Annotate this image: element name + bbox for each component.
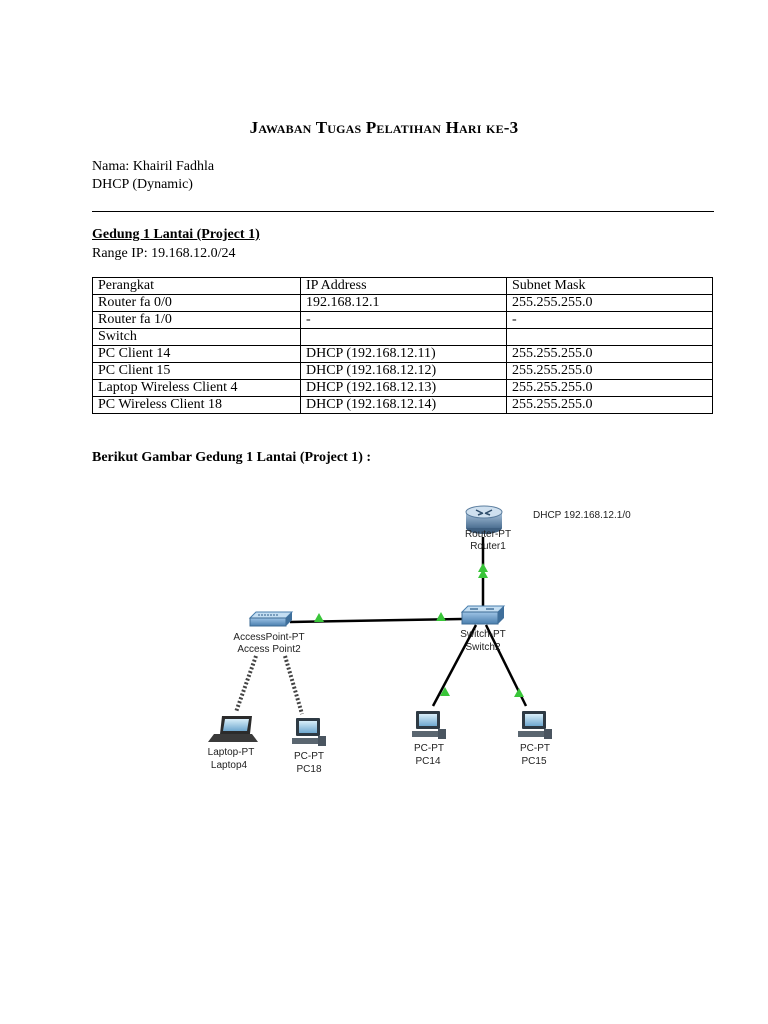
mode-line: DHCP (Dynamic)	[92, 177, 193, 192]
table-row	[93, 363, 713, 380]
network-topology-diagram	[0, 470, 768, 790]
table-cell: Router fa 1/0	[93, 312, 301, 329]
pc-icon	[518, 711, 552, 739]
laptop-name-label: Laptop4	[210, 760, 248, 771]
table-row	[93, 346, 713, 363]
divider	[92, 211, 714, 212]
table-cell: 255.255.255.0	[507, 363, 713, 380]
table-cell: -	[301, 312, 507, 329]
pc-icon	[292, 718, 326, 746]
access-point-name-label: Access Point2	[237, 644, 301, 655]
switch-icon	[462, 606, 504, 624]
table-row	[93, 295, 713, 312]
table-cell: 255.255.255.0	[507, 380, 713, 397]
switch-type-label: Switch-PT	[460, 629, 506, 640]
name-line: Nama: Khairil Fadhla	[92, 159, 215, 174]
table-row	[93, 329, 713, 346]
table-cell: DHCP (192.168.12.12)	[301, 363, 507, 380]
link-status-icon	[514, 688, 524, 697]
table-cell: DHCP (192.168.12.14)	[301, 397, 507, 414]
laptop-icon	[208, 716, 258, 742]
table-header: Subnet Mask	[507, 278, 713, 295]
table-header-row	[93, 278, 713, 295]
document-title: Jawaban Tugas Pelatihan Hari ke-3	[249, 118, 519, 137]
table-header: Perangkat	[93, 278, 301, 295]
wireless-link-laptop	[236, 656, 256, 712]
table-cell: 255.255.255.0	[507, 346, 713, 363]
table-cell	[507, 329, 713, 346]
table-cell: Laptop Wireless Client 4	[93, 380, 301, 397]
table-cell: -	[507, 312, 713, 329]
laptop-type-label: Laptop-PT	[207, 747, 255, 758]
pc15-type-label: PC-PT	[520, 743, 550, 754]
router-note: DHCP 192.168.12.1/0	[533, 510, 631, 521]
table-cell: DHCP (192.168.12.11)	[301, 346, 507, 363]
pc15-name-label: PC15	[521, 756, 547, 767]
table-cell: Router fa 0/0	[93, 295, 301, 312]
link-status-icon	[314, 613, 324, 622]
pc18-type-label: PC-PT	[294, 751, 324, 762]
router-type-label: Router-PT	[464, 529, 512, 540]
pc14-name-label: PC14	[415, 756, 441, 767]
table-row	[93, 380, 713, 397]
switch-name-label: Switch2	[465, 642, 501, 653]
table-cell: Switch	[93, 329, 301, 346]
table-row	[93, 312, 713, 329]
table-cell: PC Wireless Client 18	[93, 397, 301, 414]
access-point-type-label: AccessPoint-PT	[233, 632, 305, 643]
table-cell: DHCP (192.168.12.13)	[301, 380, 507, 397]
table-cell	[301, 329, 507, 346]
table-cell: PC Client 14	[93, 346, 301, 363]
diagram-caption: Berikut Gambar Gedung 1 Lantai (Project 1) :	[92, 450, 372, 465]
table-cell: 255.255.255.0	[507, 295, 713, 312]
pc-icon	[412, 711, 446, 739]
pc18-name-label: PC18	[296, 764, 322, 775]
router-name-label: Router1	[470, 541, 506, 552]
table-cell: 192.168.12.1	[301, 295, 507, 312]
wireless-link-pc18	[285, 656, 302, 714]
section-title: Gedung 1 Lantai (Project 1)	[92, 227, 260, 242]
table-cell: PC Client 15	[93, 363, 301, 380]
range-ip: Range IP: 19.168.12.0/24	[92, 246, 236, 261]
pc14-type-label: PC-PT	[414, 743, 444, 754]
device-table	[92, 277, 713, 414]
table-header: IP Address	[301, 278, 507, 295]
table-cell: 255.255.255.0	[507, 397, 713, 414]
access-point-icon	[250, 612, 292, 626]
table-row	[93, 397, 713, 414]
link-status-icon	[436, 612, 446, 621]
